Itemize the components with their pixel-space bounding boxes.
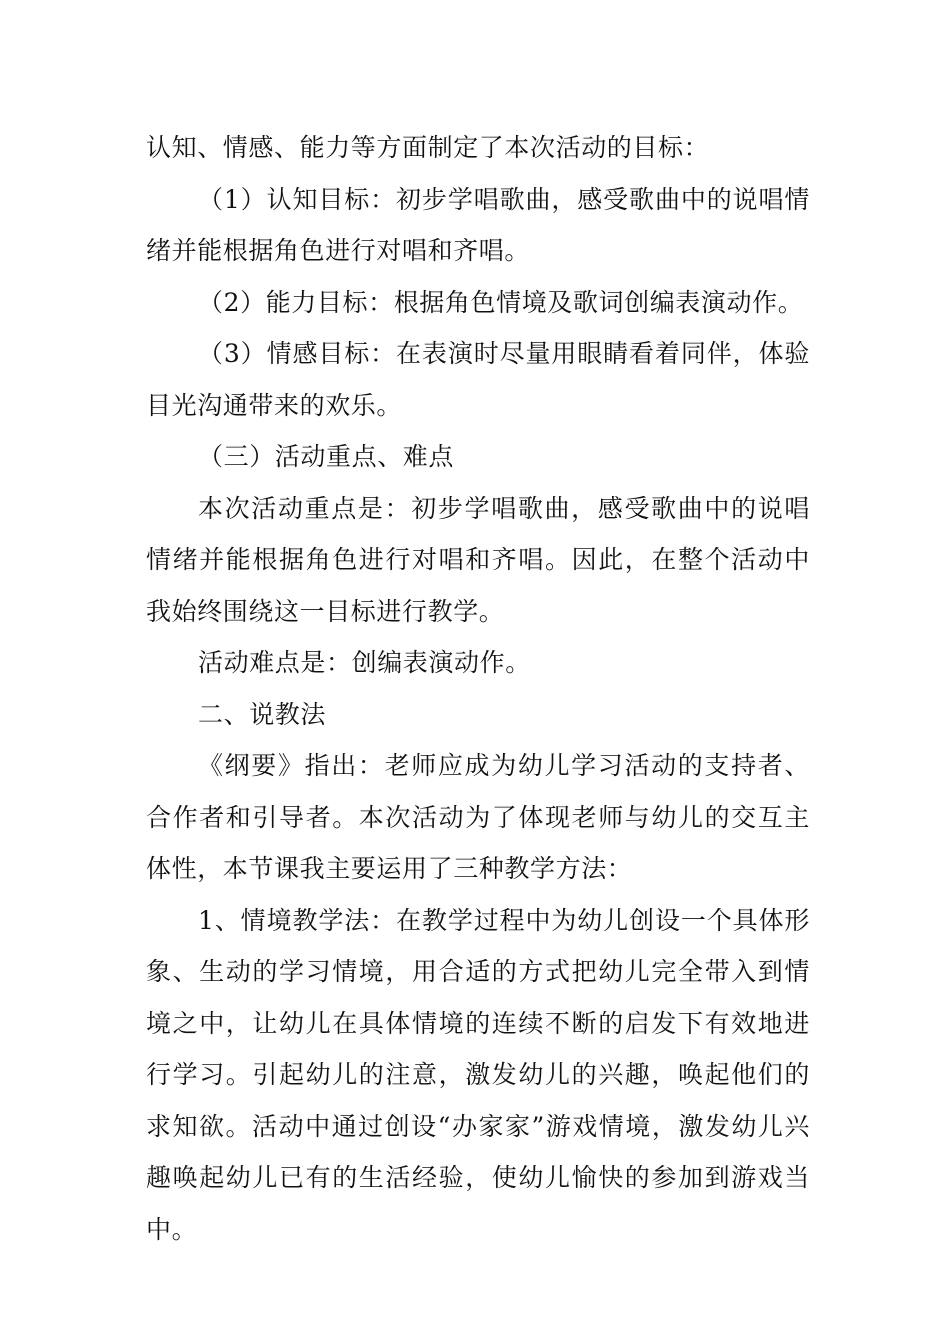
section-heading-key-points: （三）活动重点、难点	[198, 442, 455, 471]
paragraph-cognitive-goal: （1）认知目标：初步学唱歌曲，感受歌曲中的说唱情绪并能根据角色进行对唱和齐唱。	[146, 184, 810, 265]
section-heading-teaching-methods: 二、说教法	[198, 699, 327, 729]
paragraph-guidelines: 《纲要》指出：老师应成为幼儿学习活动的支持者、合作者和引导者。本次活动为了体现老师与幼儿的交互主体性，本节课我主要运用了三种教学方法：	[146, 751, 810, 883]
document-body	[146, 122, 810, 1255]
paragraph-ability-goal: （2）能力目标：根据角色情境及歌词创编表演动作。	[198, 287, 804, 317]
paragraph-difficulty: 活动难点是：创编表演动作。	[198, 648, 531, 677]
paragraph-key-point: 本次活动重点是：初步学唱歌曲，感受歌曲中的说唱情绪并能根据角色进行对唱和齐唱。因此，在整个活动中我始终围绕这一目标进行教学。	[146, 493, 810, 626]
paragraph-situational-teaching: 1、情境教学法：在教学过程中为幼儿创设一个具体形象、生动的学习情境，用合适的方式把幼儿完全带入到情境之中，让幼儿在具体情境的连续不断的启发下有效地进行学习。引起幼儿的注意，激发幼儿的兴趣，唤起他们的求知欲。活动中通过创设“办家家”游戏情境，激发幼儿兴趣唤起幼儿已有的生活经验，使幼儿愉快的参加到游戏当中。	[146, 905, 810, 1244]
paragraph-emotional-goal: （3）情感目标：在表演时尽量用眼睛看着同伴，体验目光沟通带来的欢乐。	[146, 339, 810, 420]
paragraph-goal-intro: 认知、情感、能力等方面制定了本次活动的目标：	[146, 133, 710, 162]
